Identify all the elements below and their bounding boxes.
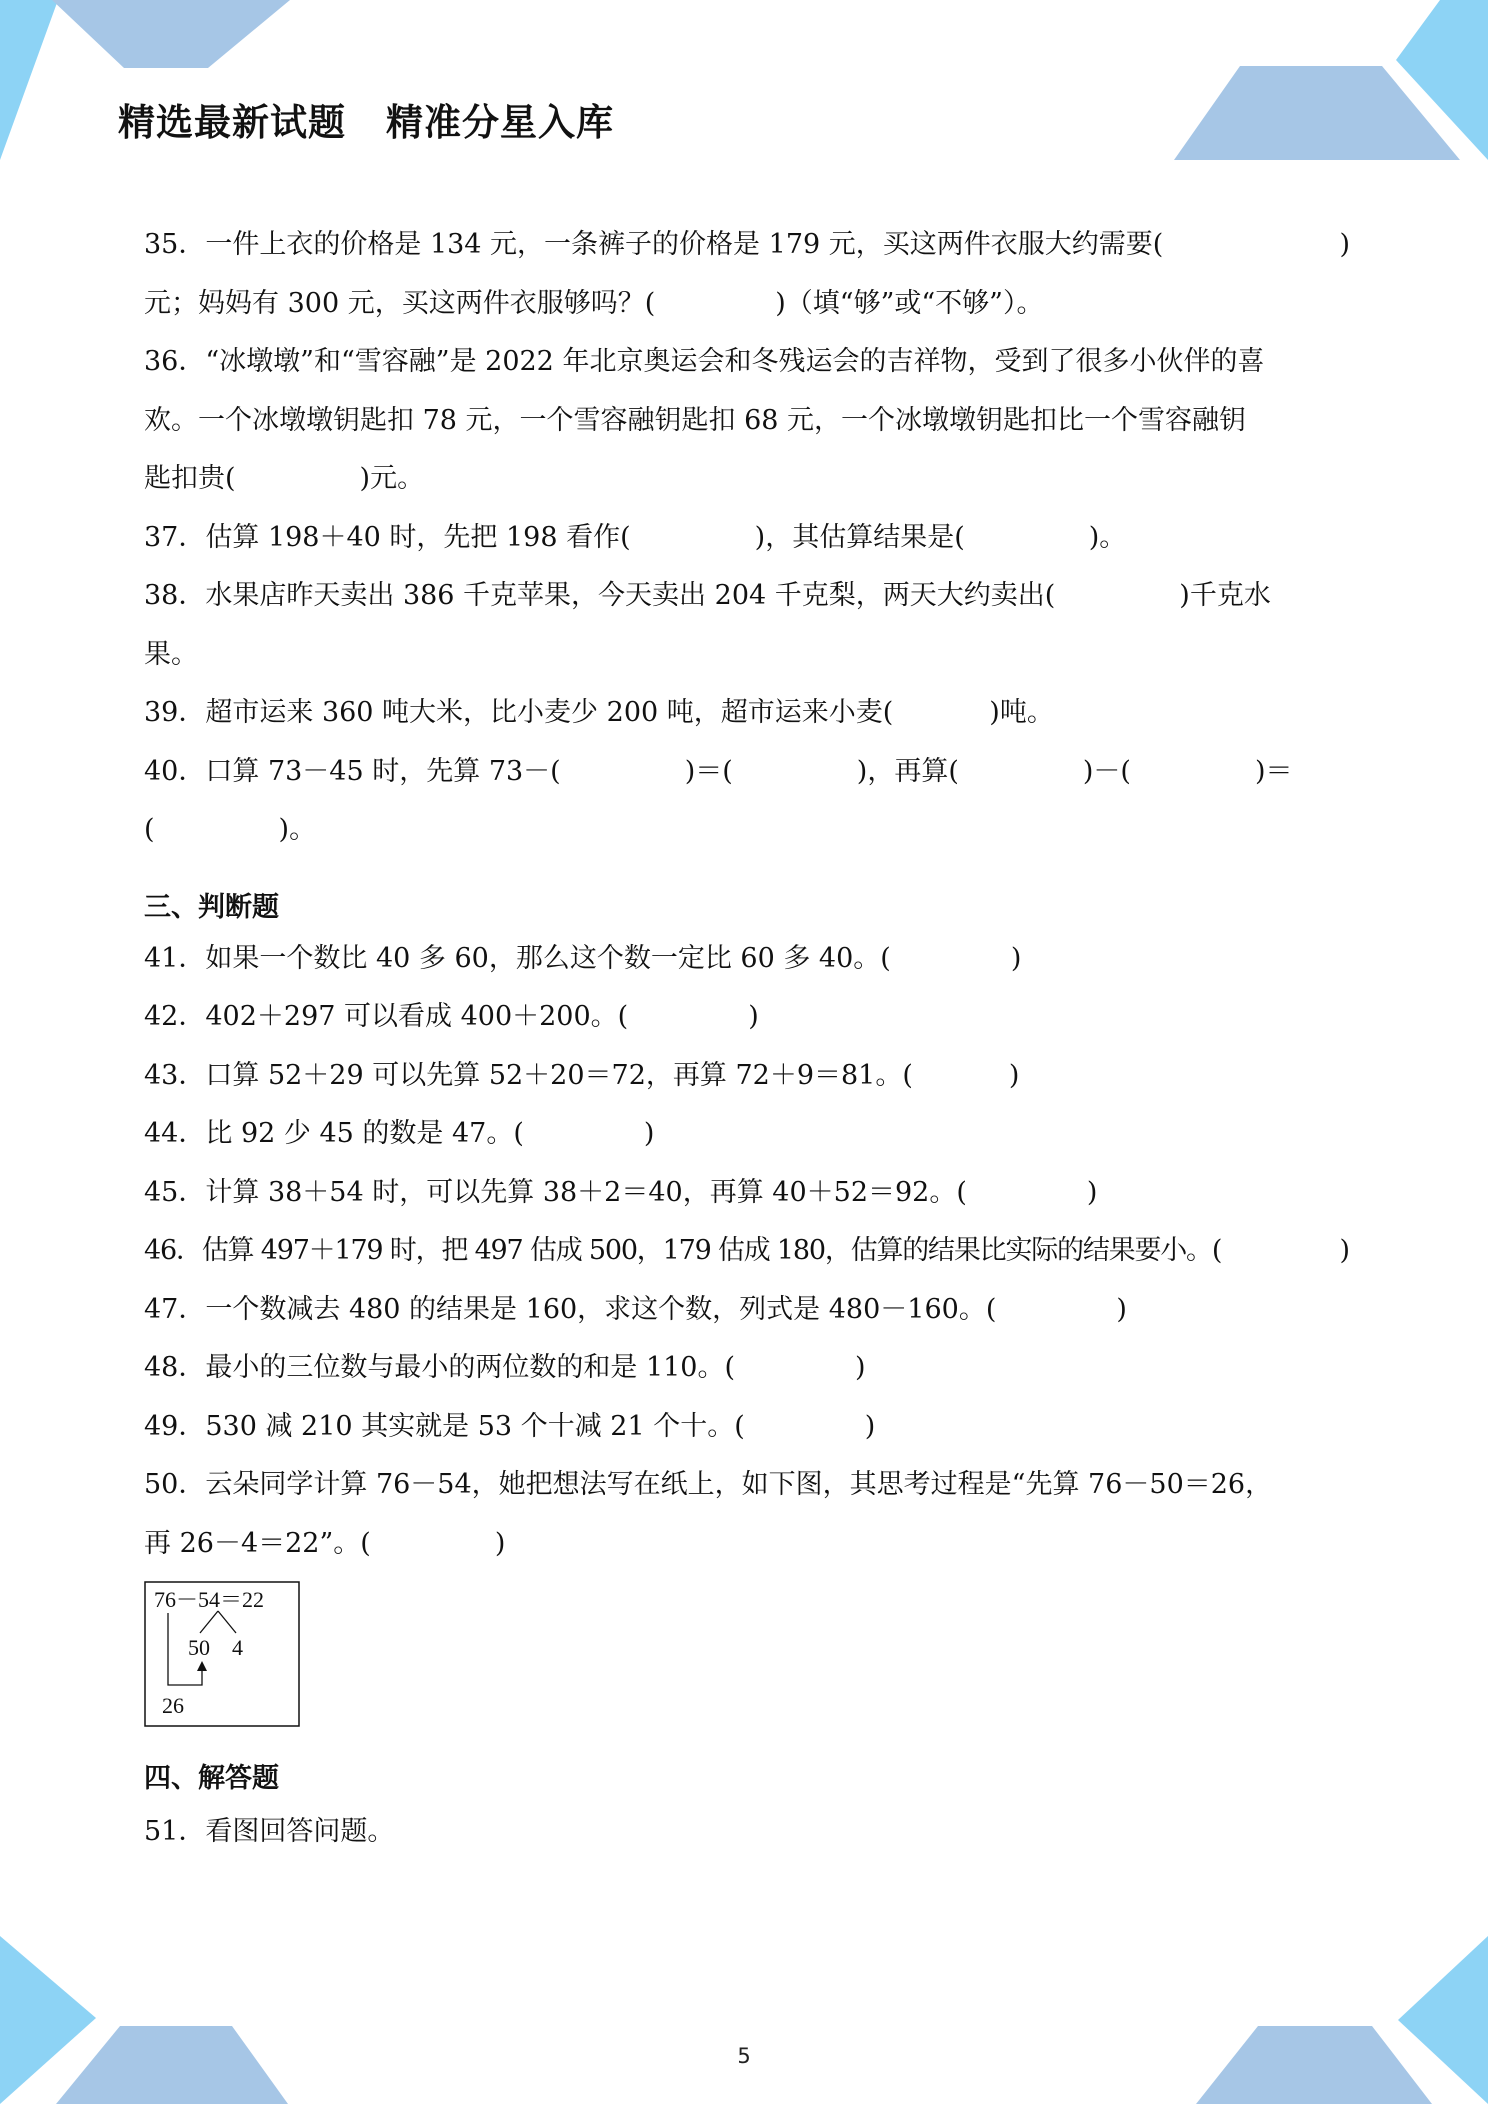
question-36-line-3: 匙扣贵( )元。 [144,463,425,494]
question-36-line-1: 36．“冰墩墩”和“雪容融”是 2022 年北京奥运会和冬残运会的吉祥物，受到了很多小伙伴的喜 [144,346,1265,377]
diagram-split-right: 4 [232,1635,243,1660]
question-43: 43．口算 52＋29 可以先算 52＋20＝72，再算 72＋9＝81。( ) [144,1059,1020,1091]
calculation-diagram [144,1581,300,1727]
question-45: 45．计算 38＋54 时，可以先算 38＋2＝40，再算 40＋52＝92。( ) [144,1176,1098,1208]
deco-top-left-triangle [0,0,58,160]
diagram-result: 26 [162,1693,184,1718]
arrow-head [197,1661,207,1671]
question-42: 42．402＋297 可以看成 400＋200。( ) [144,1001,759,1032]
question-51: 51．看图回答问题。 [144,1815,395,1847]
question-40-line-1: 40．口算 73－45 时，先算 73－( )＝( )，再算( )－( )＝ [144,755,1293,787]
page-header [118,92,614,146]
question-44: 44．比 92 少 45 的数是 47。( ) [144,1118,655,1149]
section-title-answer: 四、解答题 [144,1762,279,1794]
question-48: 48．最小的三位数与最小的两位数的和是 110。( ) [144,1352,866,1383]
diagram-split-left: 50 [188,1635,210,1660]
section-title-judgment: 三、判断题 [144,891,279,923]
deco-top-right-trapezoid [1174,66,1460,160]
deco-top-left-band [52,0,290,68]
question-39: 39．超市运来 360 吨大米，比小麦少 200 吨，超市运来小麦( )吨。 [144,697,1054,728]
question-37: 37．估算 198＋40 时，先把 198 看作( )，其估算结果是( )。 [144,521,1127,553]
question-46: 46．估算 497＋179 时，把 497 估成 500，179 估成 180，估算的结果比实际的结果要小。( ) [144,1235,1350,1266]
question-35-line-1: 35．一件上衣的价格是 134 元，一条裤子的价格是 179 元，买这两件衣服大约需要( ) [144,229,1350,260]
deco-top-right-triangle [1396,0,1488,160]
question-36-line-2: 欢。一个冰墩墩钥匙扣 78 元，一个雪容融钥匙扣 68 元，一个冰墩墩钥匙扣比一个雪容融钥 [144,404,1247,436]
question-49: 49．530 减 210 其实就是 53 个十减 21 个十。( ) [144,1410,876,1442]
question-50-line-1: 50．云朵同学计算 76－54，她把想法写在纸上，如下图，其思考过程是“先算 76－50＝26， [144,1469,1273,1500]
deco-bottom-right-triangle [1398,1936,1488,2104]
worksheet-content [144,216,1350,1861]
question-50-line-2: 再 26－4＝22”。( ) [144,1527,506,1559]
deco-bottom-left-triangle [0,1936,96,2104]
question-47: 47．一个数减去 480 的结果是 160，求这个数，列式是 480－160。( ) [144,1293,1127,1325]
question-38-line-1: 38．水果店昨天卖出 386 千克苹果，今天卖出 204 千克梨，两天大约卖出( )千克水 [144,580,1271,611]
question-40-line-2: ( )。 [144,814,317,845]
question-35-line-2: 元；妈妈有 300 元，买这两件衣服够吗？( )（填“够”或“不够”）。 [144,287,1044,319]
page-number: 5 [737,2044,751,2068]
header-title-left: 精选最新试题 [118,101,346,144]
diagram-equation: 76－54＝22 [154,1587,265,1612]
split-line-right [218,1611,236,1633]
split-line-left [200,1611,218,1633]
question-41: 41．如果一个数比 40 多 60，那么这个数一定比 60 多 40。( ) [144,942,1022,974]
question-38-line-2: 果。 [144,638,198,670]
header-title-right: 精准分星入库 [386,101,614,144]
